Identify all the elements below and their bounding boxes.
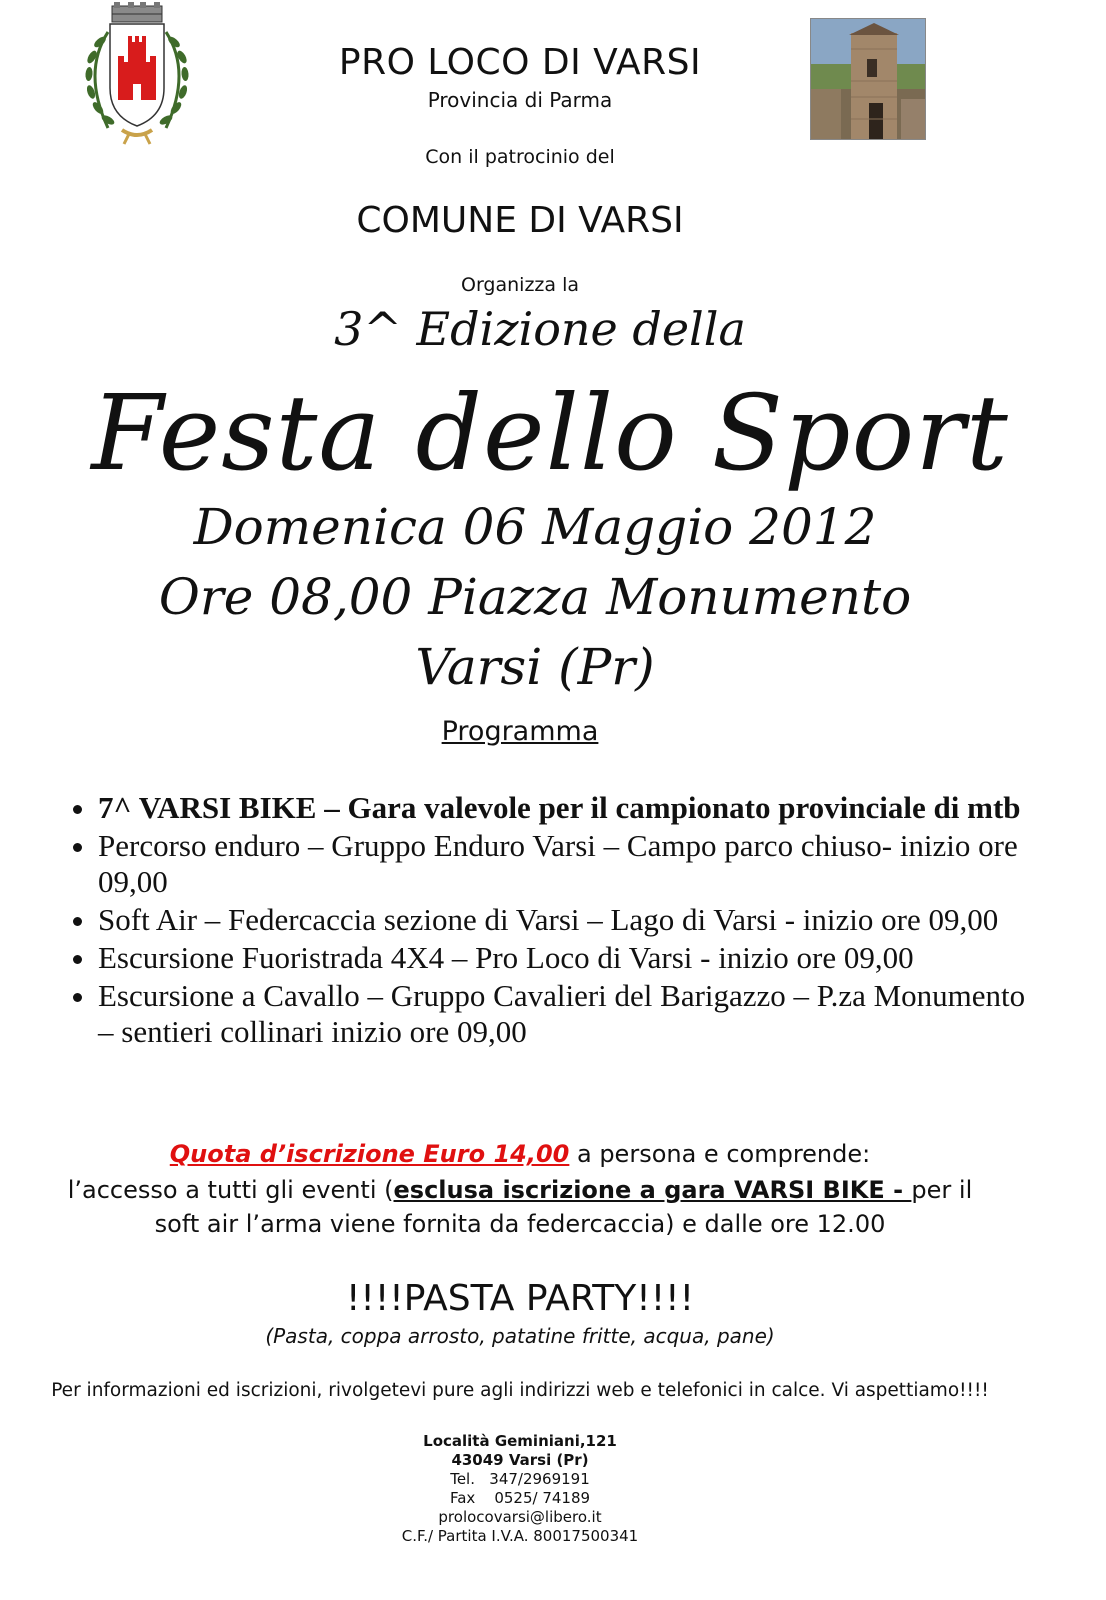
program-item: • Escursione Fuoristrada 4X4 – Pro Loco di Varsi - inizio ore 09,00: [98, 940, 1048, 976]
program-item: • Percorso enduro – Gruppo Enduro Varsi – Campo parco chiuso- inizio ore 09,00: [98, 828, 1048, 900]
access-start: l’accesso a tutti gli eventi (: [67, 1176, 394, 1204]
footer-city: 43049 Varsi (Pr): [451, 1451, 589, 1469]
program-item: • Soft Air – Federcaccia sezione di Varsi – Lago di Varsi - inizio ore 09,00: [98, 902, 1048, 938]
program-item: • Escursione a Cavallo – Gruppo Cavalieri del Barigazzo – P.za Monumento – sentieri collinari inizio ore 09,00: [98, 978, 1048, 1050]
org-subtitle: Provincia di Parma: [427, 88, 613, 112]
program-item: • 7^ VARSI BIKE – Gara valevole per il campionato provinciale di mtb: [98, 790, 1048, 826]
event-title: Festa dello Sport: [91, 372, 1009, 494]
footer-tax-id: C.F./ Partita I.V.A. 80017500341: [401, 1527, 639, 1545]
pasta-party-title: !!!!PASTA PARTY!!!!: [345, 1278, 694, 1319]
org-title: PRO LOCO DI VARSI: [338, 42, 702, 83]
patron-intro: Con il patrocinio del: [425, 146, 615, 168]
access-line: [0, 1176, 1040, 1204]
program-heading: Programma: [441, 716, 599, 747]
pasta-party-menu: (Pasta, coppa arrosto, patatine fritte, acqua, pane): [265, 1324, 775, 1348]
event-date: Domenica 06 Maggio 2012: [193, 498, 877, 556]
footer-phone: Tel. 347/2969191: [450, 1470, 590, 1488]
fee-rest: a persona e comprende:: [569, 1140, 871, 1168]
event-time-place: Ore 08,00 Piazza Monumento: [158, 568, 912, 626]
edition-heading: 3^ Edizione della: [334, 302, 746, 356]
footer-address: Località Geminiani,121: [423, 1432, 617, 1450]
access-exclusion: esclusa iscrizione a gara VARSI BIKE -: [393, 1176, 912, 1204]
fee-amount: Quota d’iscrizione Euro 14,00: [169, 1140, 570, 1168]
event-town: Varsi (Pr): [415, 638, 655, 696]
patron-name: COMUNE DI VARSI: [356, 200, 684, 241]
access-end: per il: [911, 1176, 973, 1204]
program-list: [60, 790, 1048, 1052]
footer-fax: Fax 0525/ 74189: [449, 1489, 591, 1507]
organizes-text: Organizza la: [460, 274, 579, 296]
soft-air-line: soft air l’arma viene fornita da federcaccia) e dalle ore 12.00: [154, 1210, 886, 1238]
fee-line: [0, 1140, 1040, 1168]
footer-email[interactable]: prolocovarsi@libero.it: [438, 1508, 602, 1526]
info-line: Per informazioni ed iscrizioni, rivolgetevi pure agli indirizzi web e telefonici in calce. Vi aspettiamo!!!!: [51, 1380, 989, 1401]
